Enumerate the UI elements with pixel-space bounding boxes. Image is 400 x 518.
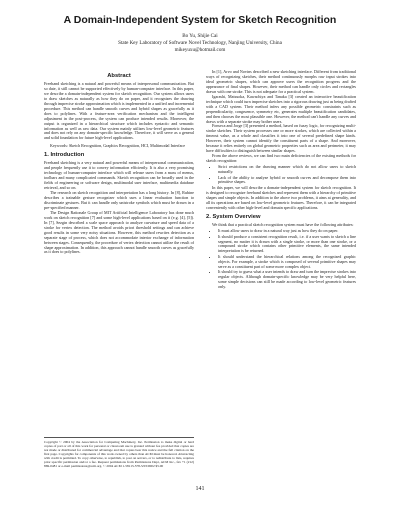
page-number: 141 bbox=[195, 486, 205, 492]
copyright-notice: Copyright © 2004 by the Association for Computing Machinery, Inc. Permission to make digital or hard copies of part or all of this work for personal or classroom use is granted without fee provided that copies are not made or distributed for commercial advantage and that copies bear this notice and the full citation on the first page. Copyrights for components of this work owned by others than ACM must be honored. Abstracting with credit is permitted. To copy otherwise, to republish, to post on servers, or to redistribute to lists, requires prior specific permission and/or a fee. Request permissions from Permissions Dept, ACM Inc., fax +1 (212) 869-0481 or e-mail permissions@acm.org. © 2004 ACM 1-58113-578-5/03/0002 $5.00 bbox=[44, 437, 194, 468]
right-column bbox=[206, 70, 356, 291]
abstract-text: Freehand sketching is a natural and powerful means of interpersonal communication. But so date, it still cannot be supported effectively by human-computer interface. In this paper, we describe a domain-independent system for sketch recognition. Our system allows users to draw sketches as naturally as how they do on paper, and it recognizes the drawing through imprecise stroke approximation which is implemented in a unified and incremental procedure. This method can handle smooth curves and hybrid shapes as gracefully as it does to polylines. With a feature-area verification mechanism and the intelligent adjustment in the post-process, the system can produce intended results. Moreover, the output is organized in a hierarchical structure which includes syntactic and semantic information as well as raw data. Our system mainly utilizes low-level geometric features and does not rely on any domain-specific knowledge. Therefore, it will serve as a general and solid foundation for future high-level applications. bbox=[44, 80, 194, 141]
list-item: • It should produce a consistent recognition result, i.e. if a user wants to sketch a line segment, no matter it is drawn with a single stroke, or more than one stroke, or a compound stroke which contains other primitive elements, the same intended interpretation is be returned. bbox=[218, 235, 356, 255]
affiliation: State Key Laboratory of Software Novel Technology, Nanjing University, China bbox=[118, 40, 282, 46]
list-item: • Strict restrictions on the drawing manner which do not allow users to sketch naturally. bbox=[218, 165, 356, 175]
list-item: • It should understand the hierarchical relations among the recognized graphic objects. For example, a stroke which is composed of several primitive shapes may serve as a constituent part of some more complex object. bbox=[218, 255, 356, 270]
right-paragraph-3: Fonseca and Jorge [3] presented a method, based on fuzzy logic, for recognizing multi-stroke sketches. Their system processes one or more strokes, which are collected within a timeout value, as a whole and classifies it into one of several predefined shape kinds. However, their system cannot identify the constituent parts of a shape. And moreover, because it relies entirely on global geometric properties such as area and perimeter, it may have difficulties to distinguish between similar shapes. bbox=[206, 123, 356, 154]
keywords: Keywords: Sketch Recognition, Graphics Recognition, HCI, Multimodal Interface bbox=[50, 143, 186, 149]
right-paragraph-5: In this paper, we will describe a domain-independent system for sketch recognition. It is designed to recognize freehand sketches and represent them with a hierarchy of primitive shapes and simple objects. In addition to the above two problems, it aims at generality, and all its operations are based on low-level geometric features. Therefore, it can be integrated conveniently with other high-level and domain specific applications. bbox=[206, 185, 356, 211]
authors: Bo Yu, Shijie Cai bbox=[182, 33, 218, 39]
paper-title: A Domain-Independent System for Sketch Recognition bbox=[63, 14, 337, 26]
list-item: • Lack of the ability to analyze hybrid or smooth curves and decompose them into primitive shapes. bbox=[218, 176, 356, 186]
intro-paragraph-2: The research on sketch recognition and interpretation has a long history. In [8], Rubine describes a trainable gesture recognizer which uses a linear evaluation function to discriminate gestures. But it can handle only unistroke symbols which must be drawn in a pre-specified manner. bbox=[44, 190, 194, 210]
intro-paragraph-1: Freehand sketching is a very natural and powerful means of interpersonal communication, and people frequently use it to convey information efficiently. It is also a very promising technology of human-computer interface which will release users from a mass of menus, toolbars and many complicated commands. Sketch recognition can be broadly used in the fields of engineering or software design, multimodal user interface, multimedia database retrieval, and so on. bbox=[44, 160, 194, 191]
list-item: • It must allow users to draw in a natural way just as how they do on paper. bbox=[218, 229, 356, 234]
right-paragraph-1: In [1], Arvo and Novins described a new sketching interface. Different from traditional ways of recognizing sketches, their method continuously morphs raw input strokes into ideal geometric shapes, which can approve users the recognition progress and the appearance of final shapes. However, their method can handle only circles and rectangles drawn with one stroke. This is not adequate for a practical system. bbox=[206, 69, 356, 94]
intro-paragraph-3: The Design Rationale Group of MIT Artificial Intelligence Laboratory has done much work on sketch recognition [7] and some high-level applications based on it (e.g. [4], [5]). In [7], Sezgin described a scale space approach to analyze curvature and speed data of a stroke for vertex detection. The method avoids priori threshold settings and can achieve good results in some very noisy situations. However, this method rewrites detection as a separate stage of process, which does not accommodate interior exchange of information between stages. Consequently, the procedure of vertex detection cannot utilize the result of shape approximation. In addition, this approach cannot handle smooth curves as gracefully as it does to polylines. bbox=[44, 209, 194, 255]
deficiency-list bbox=[206, 165, 356, 185]
right-paragraph-2: Igarashi, Matsuoka, Kawachiya and Tanaka [3] created an interactive beautification technique which could turn imprecise sketches into a rigorous drawing just as being drafted with a CAD system. Their method infers any possible geometric constraints such as perpendicularity, congruence, symmetry etc, generates multiple beautification candidates, and then chooses the most plausible one. However, the method can't handle any curves and draws with a separate stroke may bother users. bbox=[206, 93, 356, 124]
attribute-list bbox=[206, 229, 356, 290]
left-column bbox=[44, 70, 194, 255]
right-paragraph-4: From the above reviews, we can find two main deficiencies of the existing methods for sketch recognition: bbox=[206, 153, 356, 164]
email: mikeyuxu@hotmail.com bbox=[174, 47, 226, 53]
section-1-heading: 1. Introduction bbox=[44, 152, 85, 159]
abstract-heading: Abstract bbox=[107, 73, 131, 79]
section-2-heading: 2. System Overview bbox=[206, 214, 261, 221]
right-paragraph-6: We think that a practical sketch recognition system must have the following attributes: bbox=[212, 222, 354, 228]
list-item: • It should try to guess what a user intends to draw and turn the imprecise strokes into regular objects. Although domain-specific knowledge may be very helpful here, some simple decisions can still be made according to low-level geometric features only. bbox=[218, 270, 356, 290]
